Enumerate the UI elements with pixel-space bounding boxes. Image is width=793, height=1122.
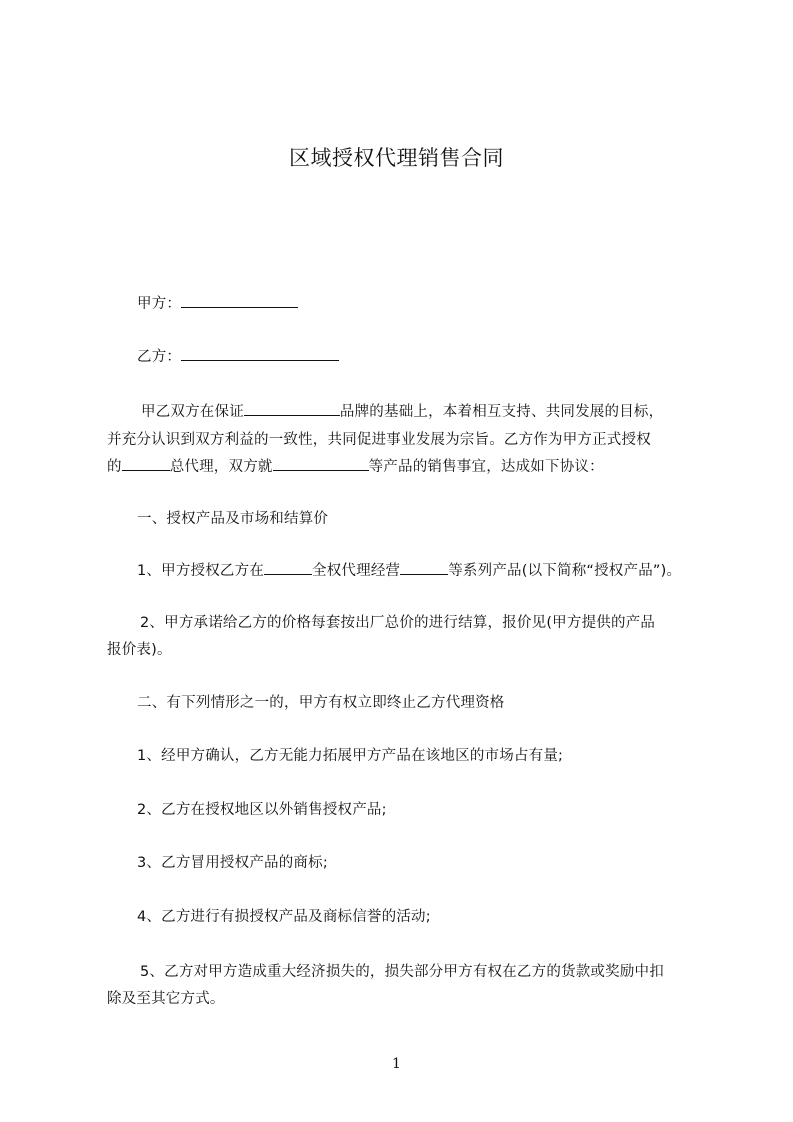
party-a-label: 甲方：	[137, 296, 182, 312]
preamble-text-3c: 等产品的销售事宜，达成如下协议：	[368, 459, 604, 475]
section-2-item-1: 1、经甲方确认，乙方无能力拓展甲方产品在该地区的市场占有量;	[137, 748, 564, 764]
section-1-item-1	[137, 559, 681, 580]
agent-region-blank	[122, 456, 170, 471]
party-b-blank	[181, 346, 339, 361]
territory-blank	[264, 560, 312, 575]
preamble-line-2: 并充分认识到双方利益的一致性，共同促进事业发展为宗旨。乙方作为甲方正式授权	[107, 432, 651, 448]
section-2-item-5-line-2: 除及至其它方式。	[107, 991, 225, 1007]
section-1-item-2-line-1: 2、甲方承诺给乙方的价格每套按出厂总价的进行结算，报价见(甲方提供的产品	[140, 615, 656, 631]
section-1-item-2-line-2: 报价表)。	[107, 642, 172, 658]
section-2-item-4: 4、乙方进行有损授权产品及商标信誉的活动;	[137, 909, 431, 925]
section-2-heading: 二、有下列情形之一的，甲方有权立即终止乙方代理资格	[137, 695, 505, 711]
s1-item1-text-b: 全权代理经营	[312, 563, 401, 579]
party-b-line	[137, 345, 339, 366]
preamble-text-3b: 总代理，双方就	[169, 459, 273, 475]
party-a-line	[137, 292, 298, 313]
brand-blank	[244, 401, 340, 416]
product-blank	[273, 456, 369, 471]
preamble-line-1	[141, 400, 663, 421]
section-2-item-2: 2、乙方在授权地区以外销售授权产品;	[137, 802, 387, 818]
section-1-heading: 一、授权产品及市场和结算价	[137, 511, 329, 527]
series-blank	[400, 560, 448, 575]
preamble-text-1b: 品牌的基础上，本着相互支持、共同发展的目标，	[339, 404, 664, 420]
page-number: 1	[392, 1056, 401, 1072]
party-b-label: 乙方：	[137, 349, 182, 365]
party-a-blank	[181, 293, 298, 308]
s1-item1-text-c: 等系列产品(以下简称“授权产品”)。	[448, 563, 682, 579]
preamble-text-3a: 的	[107, 459, 122, 475]
section-2-item-3: 3、乙方冒用授权产品的商标;	[137, 855, 328, 871]
s1-item1-text-a: 1、甲方授权乙方在	[137, 563, 265, 579]
section-2-item-5-line-1: 5、乙方对甲方造成重大经济损失的，损失部分甲方有权在乙方的货款或奖励中扣	[140, 964, 664, 980]
page-title: 区域授权代理销售合同	[289, 146, 504, 170]
preamble-text-1a: 甲乙双方在保证	[141, 404, 244, 420]
preamble-line-3	[107, 455, 604, 476]
